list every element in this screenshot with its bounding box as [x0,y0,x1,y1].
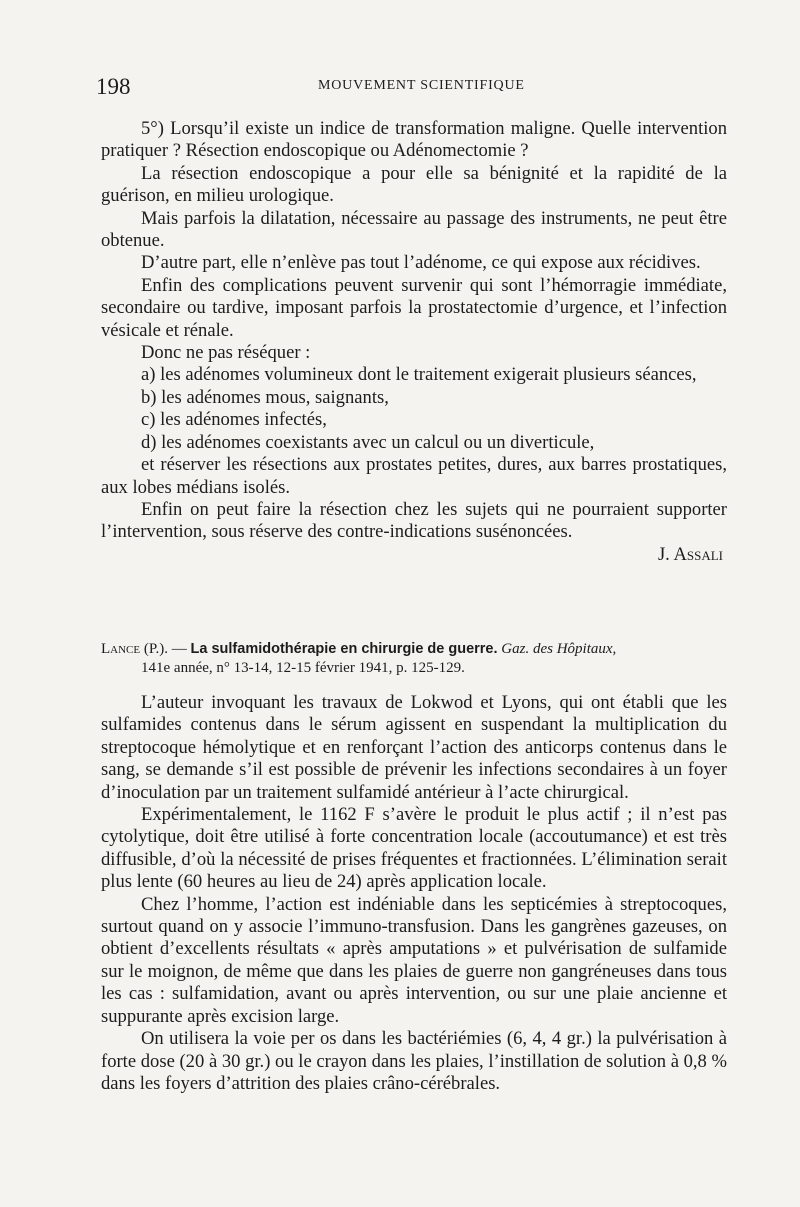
paragraph: Enfin on peut faire la résection chez les sujets qui ne pourraient supporter l’intervention, sous réserve des contre-indications susénoncées. [101,498,727,543]
page-header [96,74,726,104]
article-prostate-resection [101,118,727,566]
reference-line [101,640,727,659]
article-sulfamide-war-surgery [101,692,727,1095]
paragraph: Chez l’homme, l’action est indéniable dans les septicémies à streptocoques, surtout quand on y associe l’immuno-transfusion. Dans les gangrènes gazeuses, on obtient d’excellents résultats « après amputations » et pulvérisation de sulfamide sur le moignon, de même que dans les plaies de guerre non gangréneuses dans tous les cas : sulfamidation, avant ou après intervention, ou sur une plaie ancienne et suppurante après excision large. [101,893,727,1027]
author-signature: J. Assali [657,543,723,565]
paragraph: On utilisera la voie per os dans les bactériémies (6, 4, 4 gr.) la pulvérisation à forte dose (20 à 30 gr.) ou le crayon dans les plaies, l’instillation de solution à 0,8 % dans les foyers d’attrition des plaies crâno-cérébrales. [101,1028,727,1094]
list-item: c) les adénomes infectés, [141,409,327,431]
reference-initial: (P.). — [143,641,187,657]
paragraph: L’auteur invoquant les travaux de Lokwod et Lyons, qui ont établi que les sulfamides contenus dans le sérum agissent en suspendant la multiplication du streptocoque hémolytique et en renforçant l’action des anticorps contenus dans le sang, se demande s’il est possible de prévenir les infections secondaires à un foyer d’inoculation par un traitement sulfamidé antérieur à l’acte chirurgical. [101,692,727,803]
running-title: MOUVEMENT SCIENTIFIQUE [318,78,525,93]
paragraph: La résection endoscopique a pour elle sa bénignité et la rapidité de la guérison, en milieu urologique. [101,162,727,207]
paragraph: Expérimentalement, le 1162 F s’avère le produit le plus actif ; il n’est pas cytolytique, doit être utilisé à forte concentration locale (accoutumance) et est très diffusible, d’où la nécessité de prises fréquentes et fractionnées. L’élimination serait plus lente (60 heures au lieu de 24) après application locale. [101,804,727,893]
paragraph: 5°) Lorsqu’il existe un indice de transformation maligne. Quelle intervention pratiquer ? Résection endoscopique ou Adénomectomie ? [101,118,727,162]
paragraph: Mais parfois la dilatation, nécessaire au passage des instruments, ne peut être obtenue. [101,207,727,252]
list-item: b) les adénomes mous, saignants, [141,386,389,408]
reference-journal: Gaz. des Hôpitaux, [501,641,617,657]
reference-author: Lance [101,641,141,657]
paragraph: et réserver les résections aux prostates petites, dures, aux barres prostatiques, aux lobes médians isolés. [101,454,727,498]
reference-title: La sulfamidothérapie en chirurgie de guerre. [190,641,498,657]
list-item: a) les adénomes volumineux dont le traitement exigerait plusieurs séances, [141,364,697,386]
list-item: d) les adénomes coexistants avec un calcul ou un diverticule, [141,431,595,453]
paragraph: D’autre part, elle n’enlève pas tout l’adénome, ce qui expose aux récidives. [141,252,701,274]
paragraph: Donc ne pas réséquer : [141,342,311,364]
paragraph: Enfin des complications peuvent survenir qui sont l’hémorragie immédiate, secondaire ou tardive, imposant parfois la prostatectomie d’urgence, et l’infection vésicale et rénale. [101,274,727,341]
page-number: 198 [96,74,131,99]
reference-details: 141e année, n° 13-14, 12-15 février 1941, p. 125-129. [141,660,465,676]
review-reference [101,640,727,678]
